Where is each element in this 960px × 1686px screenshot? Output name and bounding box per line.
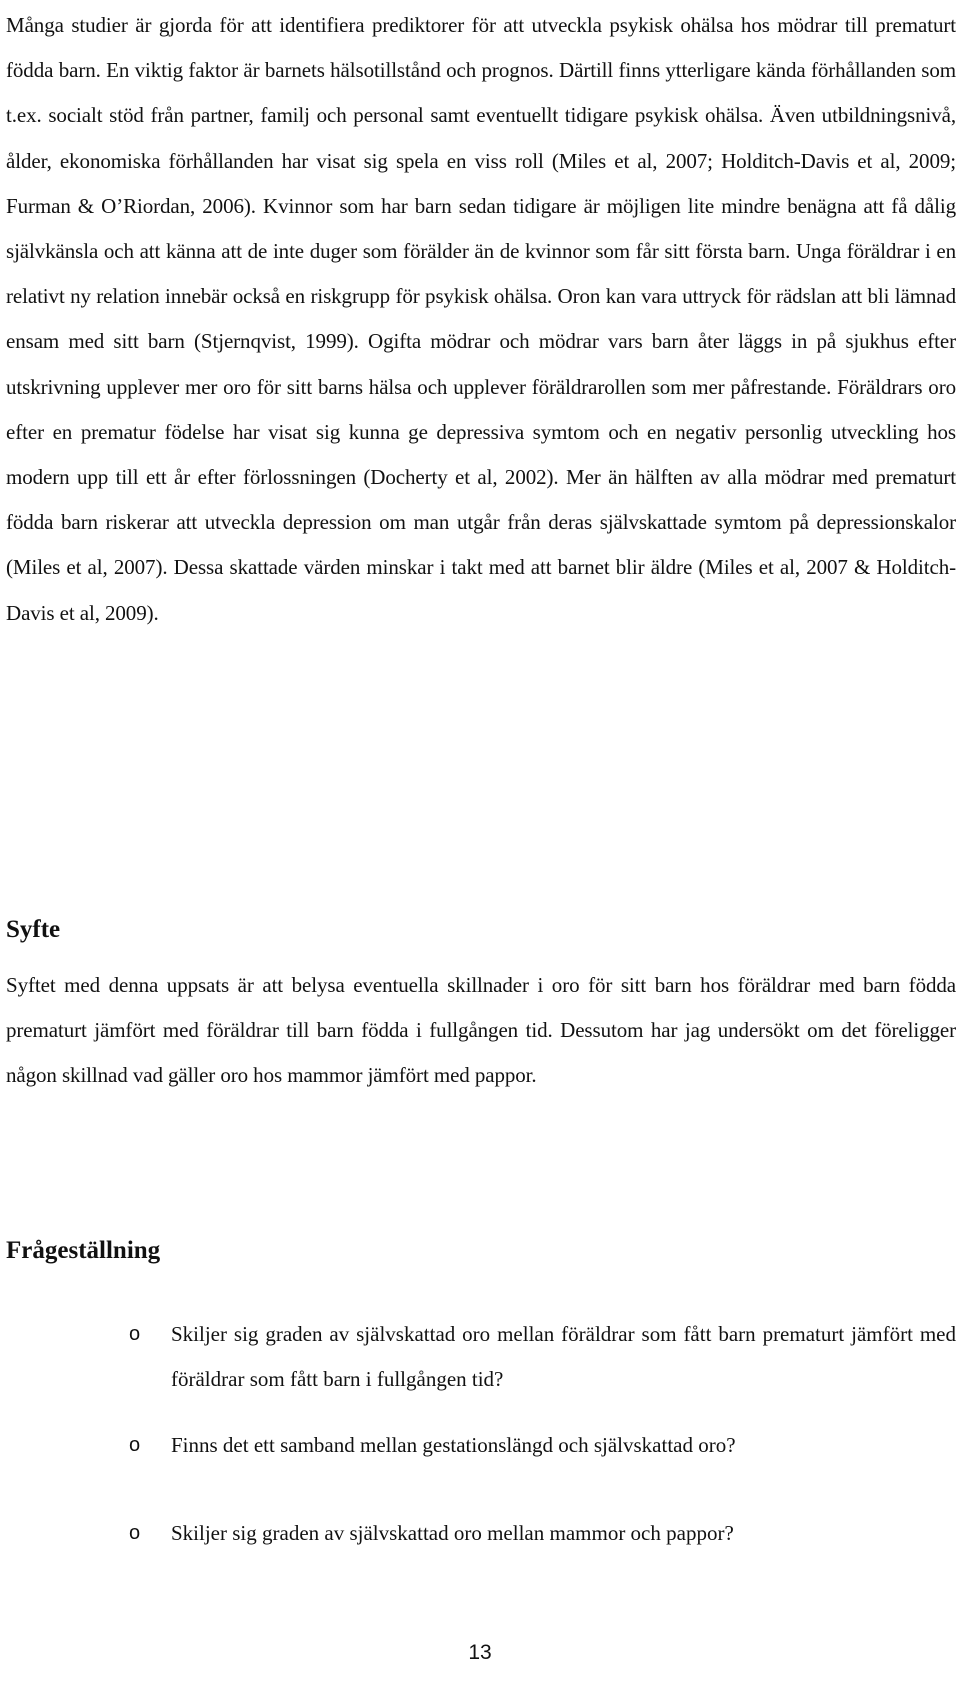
bullet-icon: o xyxy=(129,1323,141,1345)
question-text: Skiljer sig graden av självskattad oro mellan mammor och pappor? xyxy=(171,1521,734,1545)
bullet-icon: o xyxy=(129,1434,141,1456)
bullet-icon: o xyxy=(129,1522,141,1544)
syfte-paragraph: Syftet med denna uppsats är att belysa eventuella skillnader i oro för sitt barn hos föräldrar med barn födda prematurt jämfört med föräldrar till barn födda i fullgången tid. Dessutom har jag undersökt om det föreligger någon skillnad vad gäller oro hos mammor jämfört med pappor. xyxy=(6,973,956,1088)
question-list-item xyxy=(6,1423,956,1468)
question-2 xyxy=(6,1423,956,1468)
body-paragraph: Många studier är gjorda för att identifiera prediktorer för att utveckla psykisk ohälsa hos mödrar till prematurt födda barn. En viktig faktor är barnets hälsotillstånd och prognos. Därtill finns ytterligare kända förhållanden som t.ex. socialt stöd från partner, familj och personal samt eventuellt tidigare psykisk ohälsa. Även utbildningsnivå, ålder, ekonomiska förhållanden har visat sig spela en viss roll (Miles et al, 2007; Holditch-Davis et al, 2009; Furman & O’Riordan, 2006). Kvinnor som har barn sedan tidigare är möjligen lite mindre benägna att få dålig självkänsla och att känna att de inte duger som förälder än de kvinnor som får sitt första barn. Unga föräldrar i en relativt ny relation innebär också en riskgrupp för psykisk ohälsa. Oron kan vara uttryck för rädslan att bli lämnad ensam med sitt barn (Stjernqvist, 1999). Ogifta mödrar och mödrar vars barn åter läggs in på sjukhus efter utskrivning upplever mer oro för sitt barns hälsa och upplever föräldrarollen som mer påfrestande. Föräldrars oro efter en prematur födelse har visat sig kunna ge depressiva symtom och en negativ personlig utveckling hos modern upp till ett år efter förlossningen (Docherty et al, 2002). Mer än hälften av alla mödrar med prematurt födda barn riskerar att utveckla depression om man utgår från deras självskattade symtom på depressionskalor (Miles et al, 2007). Dessa skattade värden minskar i takt med att barnet blir äldre (Miles et al, 2007 & Holditch-Davis et al, 2009). xyxy=(6,13,956,625)
question-list-item xyxy=(6,1511,956,1556)
section-heading-fragestallning: Frågeställning xyxy=(6,1237,161,1264)
section-heading-syfte: Syfte xyxy=(6,916,61,943)
question-1 xyxy=(6,1312,956,1402)
question-list-item xyxy=(6,1312,956,1402)
document-page xyxy=(6,0,956,1545)
page-number: 13 xyxy=(468,1641,492,1664)
question-text: Skiljer sig graden av självskattad oro mellan föräldrar som fått barn prematurt jämfört med föräldrar som fått barn i fullgången tid? xyxy=(171,1322,956,1392)
question-3 xyxy=(6,1511,956,1556)
question-text: Finns det ett samband mellan gestationslängd och självskattad oro? xyxy=(171,1433,736,1457)
